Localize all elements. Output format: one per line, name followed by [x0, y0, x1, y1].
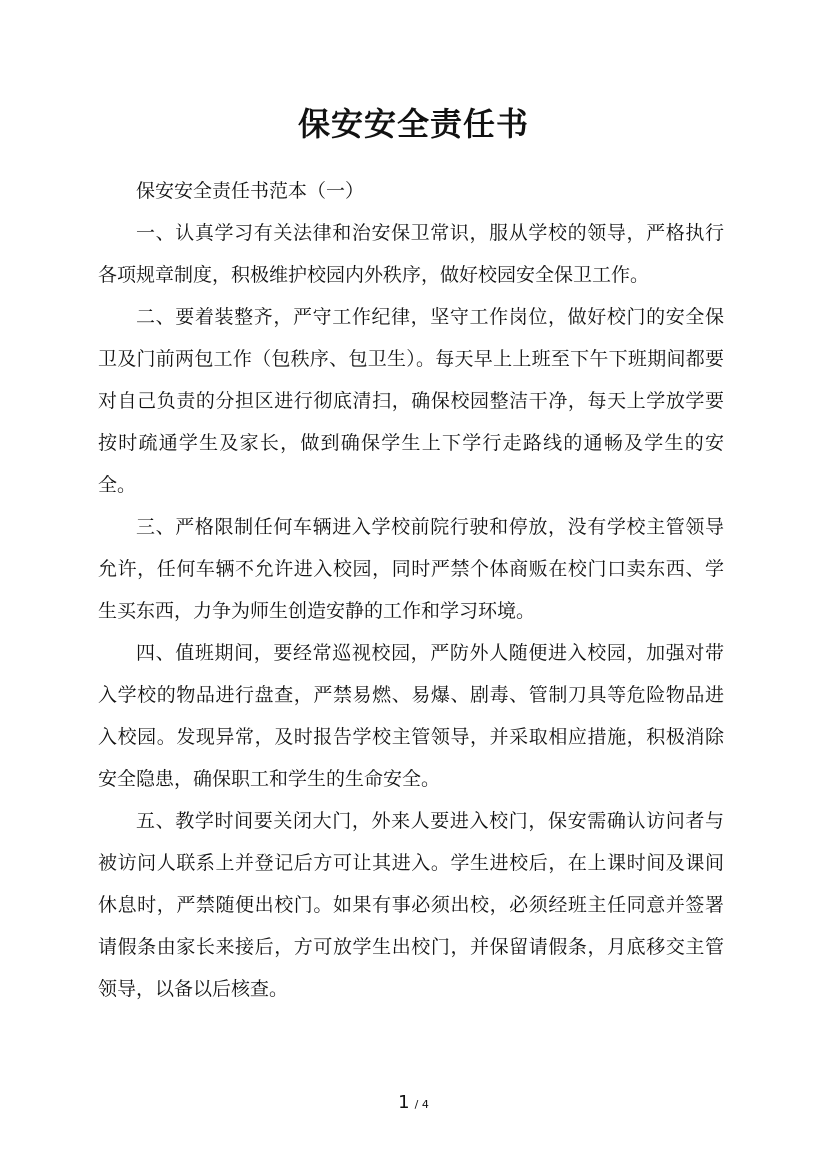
document-subtitle: 保安安全责任书范本（一）	[136, 180, 365, 202]
paragraph-3: 三、严格限制任何车辆进入学校前院行驶和停放，没有学校主管领导允许，任何车辆不允许进入校园，同时严禁个体商贩在校门口卖东西、学生买东西，力争为师生创造安静的工作和学习环境。	[98, 516, 724, 622]
paragraph-5: 五、教学时间要关闭大门，外来人要进入校门，保安需确认访问者与被访问人联系上并登记后方可让其进入。学生进校后，在上课时间及课间休息时，严禁随便出校门。如果有事必须出校，必须经班主任同意并签署请假条由家长来接后，方可放学生出校门，并保留请假条，月底移交主管领导，以备以后核查。	[98, 810, 724, 1000]
document-title: 保安安全责任书	[297, 105, 529, 143]
paragraph-2: 二、要着装整齐，严守工作纪律，坚守工作岗位，做好校门的安全保卫及门前两包工作（包秩序、包卫生）。每天早上上班至下午下班期间都要对自己负责的分担区进行彻底清扫，确保校园整洁干净，每天上学放学要按时疏通学生及家长，做到确保学生上下学行走路线的通畅及学生的安全。	[98, 306, 724, 496]
paragraph-1: 一、认真学习有关法律和治安保卫常识，服从学校的领导，严格执行各项规章制度，积极维护校园内外秩序，做好校园安全保卫工作。	[98, 222, 724, 286]
paragraph-4: 四、值班期间，要经常巡视校园，严防外人随便进入校园，加强对带入学校的物品进行盘查，严禁易燃、易爆、剧毒、管制刀具等危险物品进入校园。发现异常，及时报告学校主管领导，并采取相应措施，积极消除安全隐患，确保职工和学生的生命安全。	[98, 642, 724, 790]
page-total: / 4	[414, 1098, 429, 1111]
document-body	[98, 170, 724, 1010]
page-footer	[0, 1092, 827, 1113]
page-number: 1	[398, 1092, 410, 1113]
